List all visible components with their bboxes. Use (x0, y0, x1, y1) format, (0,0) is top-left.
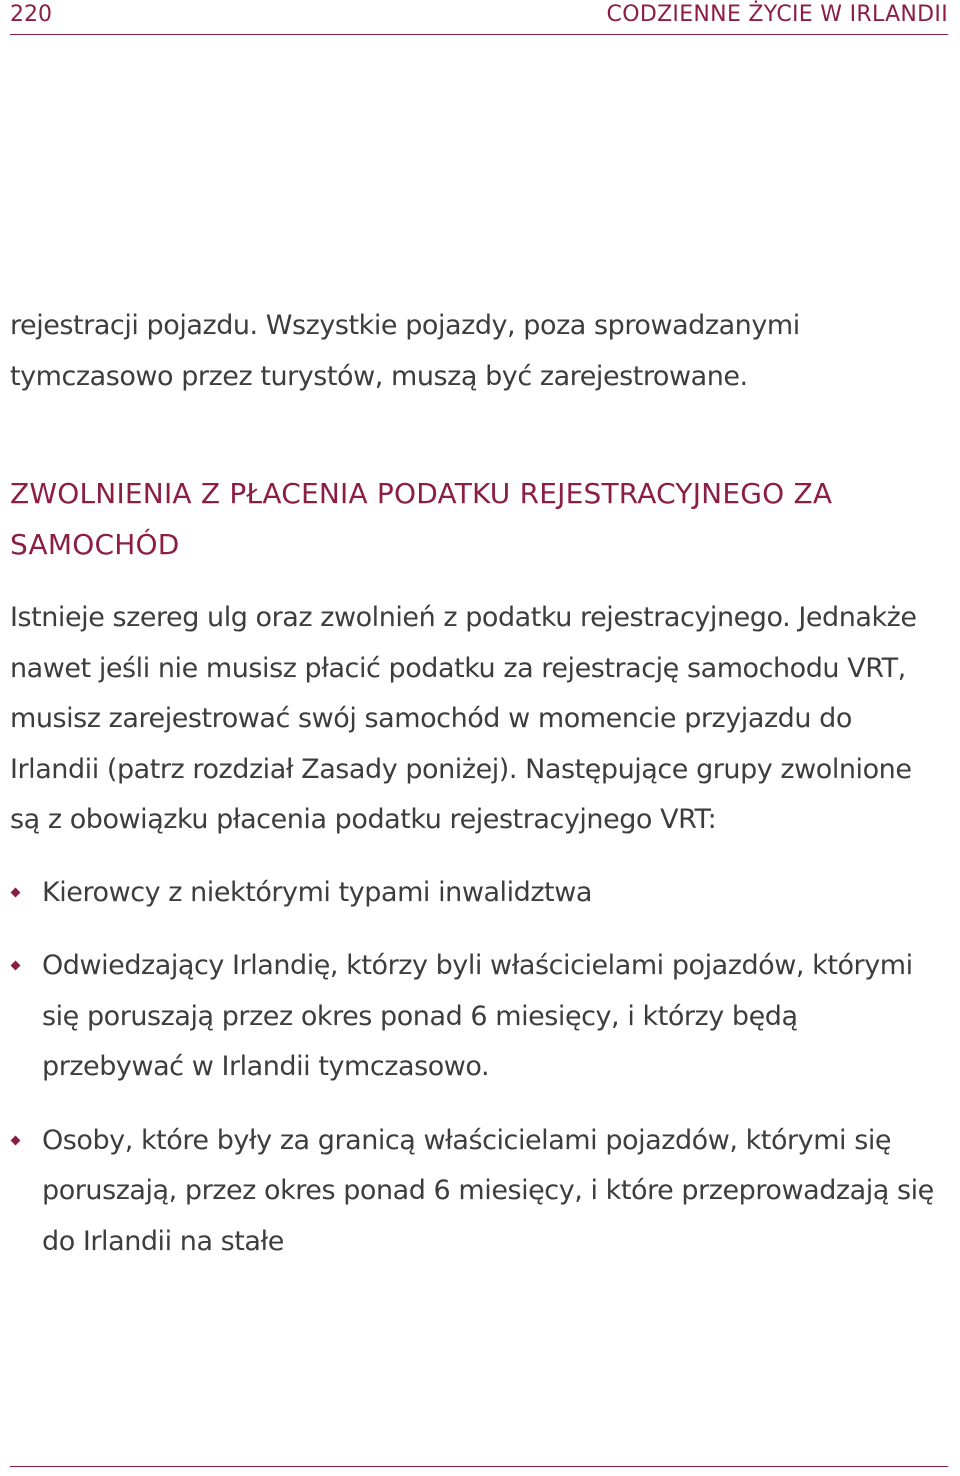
continuation-paragraph: rejestracji pojazdu. Wszystkie pojazdy, poza sprowadzanymi tymczasowo przez turystów, muszą być zarejestrowane. (10, 310, 800, 392)
page-header (10, 0, 948, 35)
list-item-text: Kierowcy z niektórymi typami inwalidztwa (42, 876, 592, 908)
footer-divider (10, 1466, 948, 1467)
list-item (10, 868, 945, 919)
list-item (10, 941, 945, 1093)
intro-paragraph: Istnieje szereg ulg oraz zwolnień z podatku rejestracyjnego. Jednakże nawet jeśli nie musisz płacić podatku za rejestrację samochodu VRT, musisz zarejestrować swój samochód w momencie przyjazdu do Irlandii (patrz rozdział Zasady poniżej). Następujące grupy zwolnione są z obowiązku płacenia podatku rejestracyjnego VRT: (10, 602, 917, 835)
diamond-bullet-icon (11, 1135, 21, 1145)
running-title: CODZIENNE ŻYCIE W IRLANDII (606, 2, 948, 27)
list-item-text: Osoby, które były za granicą właścicielami pojazdów, którymi się poruszają, przez okres ponad 6 miesięcy, i które przeprowadzają się do Irlandii na stałe (42, 1124, 934, 1257)
diamond-bullet-icon (11, 887, 21, 897)
section-heading: ZWOLNIENIA Z PŁACENIA PODATKU REJESTRACYJNEGO ZA SAMOCHÓD (10, 477, 833, 561)
list-item-text: Odwiedzający Irlandię, którzy byli właścicielami pojazdów, którymi się poruszają przez okres ponad 6 miesięcy, i którzy będą przebywać w Irlandii tymczasowo. (42, 950, 913, 1082)
exemption-list (10, 868, 945, 1268)
page-content (10, 301, 945, 1290)
list-item (10, 1116, 945, 1268)
diamond-bullet-icon (11, 961, 21, 971)
page-number: 220 (10, 2, 52, 27)
